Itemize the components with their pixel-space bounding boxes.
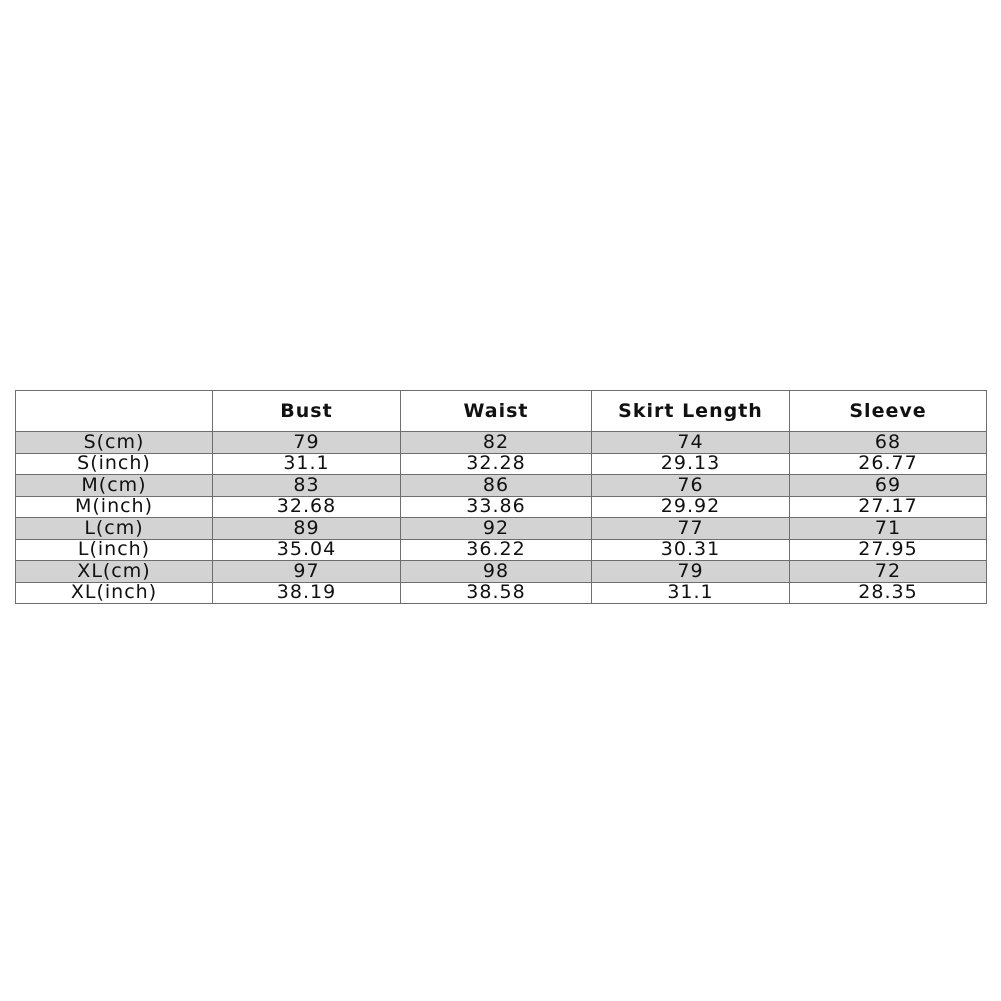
header-skirt-length: Skirt Length [592,391,790,432]
header-size-corner [16,391,213,432]
bust-cell: 38.19 [213,582,401,604]
size-label-cell: XL(cm) [16,561,213,583]
size-label-cell: M(cm) [16,475,213,497]
bust-cell: 89 [213,518,401,540]
table-header [16,391,987,432]
size-label-cell: S(cm) [16,432,213,454]
sleeve-cell: 71 [790,518,987,540]
waist-cell: 86 [401,475,592,497]
skirt-length-cell: 77 [592,518,790,540]
size-label-cell: L(inch) [16,539,213,561]
waist-cell: 82 [401,432,592,454]
header-sleeve: Sleeve [790,391,987,432]
size-chart-table [15,390,987,604]
sleeve-cell: 69 [790,475,987,497]
header-waist: Waist [401,391,592,432]
waist-cell: 33.86 [401,496,592,518]
skirt-length-cell: 31.1 [592,582,790,604]
waist-cell: 36.22 [401,539,592,561]
table-row [16,496,987,518]
waist-cell: 32.28 [401,453,592,475]
table-row [16,453,987,475]
skirt-length-cell: 30.31 [592,539,790,561]
sleeve-cell: 68 [790,432,987,454]
bust-cell: 35.04 [213,539,401,561]
header-bust: Bust [213,391,401,432]
waist-cell: 98 [401,561,592,583]
sleeve-cell: 72 [790,561,987,583]
bust-cell: 31.1 [213,453,401,475]
size-label-cell: L(cm) [16,518,213,540]
sleeve-cell: 27.95 [790,539,987,561]
sleeve-cell: 28.35 [790,582,987,604]
sleeve-cell: 27.17 [790,496,987,518]
table-row [16,582,987,604]
table-row [16,432,987,454]
waist-cell: 92 [401,518,592,540]
table-row [16,539,987,561]
sleeve-cell: 26.77 [790,453,987,475]
header-row [16,391,987,432]
bust-cell: 32.68 [213,496,401,518]
skirt-length-cell: 76 [592,475,790,497]
bust-cell: 79 [213,432,401,454]
table-body [16,432,987,604]
size-label-cell: M(inch) [16,496,213,518]
bust-cell: 97 [213,561,401,583]
table-row [16,475,987,497]
table-row [16,518,987,540]
table-row [16,561,987,583]
skirt-length-cell: 29.92 [592,496,790,518]
skirt-length-cell: 74 [592,432,790,454]
waist-cell: 38.58 [401,582,592,604]
bust-cell: 83 [213,475,401,497]
size-label-cell: XL(inch) [16,582,213,604]
skirt-length-cell: 29.13 [592,453,790,475]
skirt-length-cell: 79 [592,561,790,583]
size-label-cell: S(inch) [16,453,213,475]
